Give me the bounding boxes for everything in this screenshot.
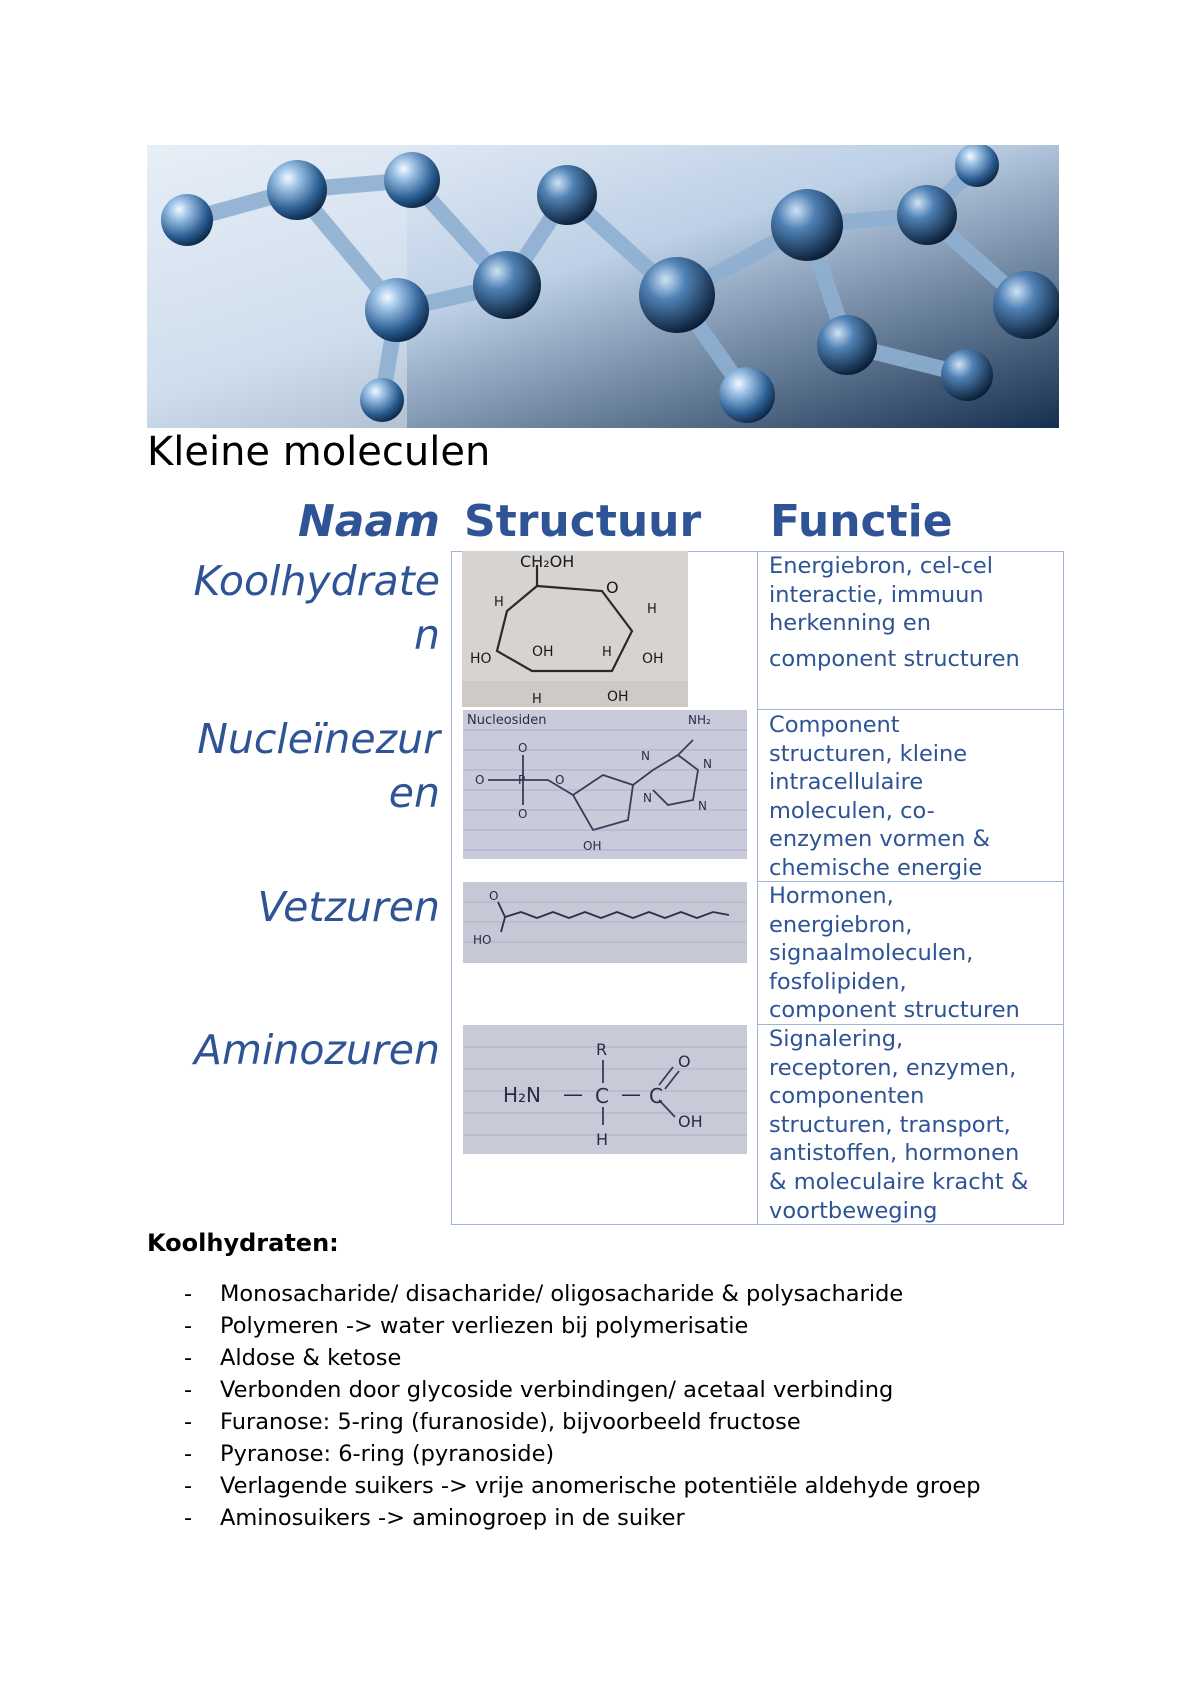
sketch-label: — [563, 1082, 583, 1106]
list-item [184, 1406, 981, 1438]
sketch-label: N [703, 757, 712, 771]
function-line: component structuren [769, 645, 1020, 672]
row-name-line: Nucleïnezur [197, 715, 440, 763]
list-item-text: Pyranose: 6-ring (pyranoside) [220, 1441, 555, 1467]
sketch-label: H [647, 602, 657, 617]
glucose-structure-sketch [462, 551, 688, 707]
function-line: herkenning en [769, 610, 931, 637]
list-item-text: Polymeren -> water verliezen bij polymerisatie [220, 1313, 749, 1339]
sketch-label: CH₂OH [520, 552, 575, 571]
sketch-label: OH [532, 644, 554, 660]
row-function-nucleinezuren [769, 711, 1059, 883]
function-line: structuren, transport, [769, 1111, 1011, 1138]
list-item-text: Aminosuikers -> aminogroep in de suiker [220, 1505, 685, 1531]
bullet-dash: - [184, 1313, 193, 1339]
bullet-dash: - [184, 1441, 193, 1467]
row-name-line: Vetzuren [257, 883, 440, 931]
column-header-naam: Naam [297, 496, 440, 547]
grid-line [757, 551, 758, 1225]
function-line: interactie, immuun [769, 581, 984, 608]
function-line: enzymen vormen & [769, 826, 991, 853]
list-item [184, 1342, 981, 1374]
function-line: intracellulaire [769, 769, 924, 796]
sketch-label: H [602, 645, 612, 660]
amino-acid-structure-sketch [463, 1025, 747, 1154]
sketch-label: N [641, 749, 650, 763]
list-item-text: Monosacharide/ disacharide/ oligosacharide & polysacharide [220, 1281, 904, 1307]
sketch-label: H [596, 1130, 609, 1149]
sketch-label: OH [678, 1112, 703, 1131]
sketch-label: P [518, 773, 526, 787]
function-line: moleculen, co- [769, 797, 935, 824]
sketch-label: — [621, 1082, 641, 1106]
sketch-label: N [698, 799, 707, 813]
row-name-line: n [414, 611, 440, 659]
list-item [184, 1438, 981, 1470]
column-header-functie: Functie [770, 496, 953, 547]
molecule-banner-image [147, 145, 1059, 428]
nucleotide-structure-sketch [463, 710, 747, 859]
sketch-label: O [489, 889, 499, 903]
row-function-koolhydraten [769, 552, 1059, 673]
bullet-list [184, 1278, 981, 1534]
list-item [184, 1470, 981, 1502]
grid-line [757, 709, 1064, 710]
row-name-nucleinezuren [197, 712, 440, 820]
function-line: receptoren, enzymen, [769, 1054, 1017, 1081]
function-line: energiebron, [769, 911, 913, 938]
sketch-label: OH [583, 839, 602, 853]
grid-line [1063, 551, 1064, 1225]
sketch-label: R [596, 1040, 608, 1059]
function-line: fosfolipiden, [769, 968, 907, 995]
row-function-vetzuren [769, 882, 1059, 1025]
function-line: chemische energie [769, 854, 983, 881]
row-function-aminozuren [769, 1025, 1059, 1225]
bullet-dash: - [184, 1505, 193, 1531]
function-line: signaalmoleculen, [769, 940, 974, 967]
row-name-vetzuren [257, 880, 440, 934]
row-name-line: Koolhydrate [193, 557, 440, 605]
function-line: Energiebron, cel-cel [769, 553, 993, 579]
sketch-label: N [643, 791, 652, 805]
function-line: Hormonen, [769, 883, 894, 909]
function-line: componenten [769, 1083, 925, 1110]
fatty-acid-structure-sketch [463, 882, 747, 963]
sketch-label: O [475, 773, 485, 787]
function-line: antistoffen, hormonen [769, 1140, 1020, 1167]
bullet-dash: - [184, 1281, 193, 1307]
list-item-text: Furanose: 5-ring (furanoside), bijvoorbeeld fructose [220, 1409, 801, 1435]
row-name-aminozuren [194, 1023, 440, 1077]
sketch-label: O [518, 741, 528, 755]
sketch-label: HO [470, 651, 492, 667]
sketch-label: NH₂ [688, 713, 711, 727]
sketch-label: H [494, 595, 504, 610]
sketch-label: OH [642, 651, 664, 667]
function-line: & moleculaire kracht & [769, 1168, 1029, 1195]
section-heading: Koolhydraten: [147, 1229, 339, 1257]
sketch-label: OH [607, 689, 629, 705]
bullet-dash: - [184, 1409, 193, 1435]
list-item-text: Aldose & ketose [220, 1345, 402, 1371]
sketch-label: HO [473, 933, 492, 947]
function-line: voortbeweging [769, 1197, 938, 1224]
function-line: structuren, kleine [769, 740, 968, 767]
document-title: Kleine moleculen [147, 429, 491, 475]
list-item-text: Verlagende suikers -> vrije anomerische potentiële aldehyde groep [220, 1473, 981, 1499]
list-item [184, 1502, 981, 1534]
function-line: Component [769, 712, 900, 738]
sketch-label: C [595, 1084, 609, 1108]
column-header-structuur: Structuur [464, 496, 702, 547]
sketch-label: C [649, 1084, 663, 1108]
grid-line [451, 551, 452, 1225]
sketch-label: O [555, 773, 565, 787]
sketch-label: O [518, 807, 528, 821]
list-item [184, 1278, 981, 1310]
row-name-line: en [388, 769, 440, 817]
row-name-line: Aminozuren [193, 1026, 440, 1074]
bullet-dash: - [184, 1473, 193, 1499]
list-item-text: Verbonden door glycoside verbindingen/ acetaal verbinding [220, 1377, 894, 1403]
sketch-label: O [678, 1052, 691, 1071]
function-line: Signalering, [769, 1026, 904, 1052]
list-item [184, 1374, 981, 1406]
bullet-dash: - [184, 1377, 193, 1403]
sketch-label: Nucleosiden [467, 713, 547, 728]
sketch-label: O [606, 578, 619, 597]
list-item [184, 1310, 981, 1342]
bullet-dash: - [184, 1345, 193, 1371]
sketch-label: H₂N [503, 1083, 542, 1107]
row-name-koolhydraten [193, 554, 440, 662]
function-line: component structuren [769, 997, 1020, 1024]
sketch-label: H [532, 692, 542, 707]
